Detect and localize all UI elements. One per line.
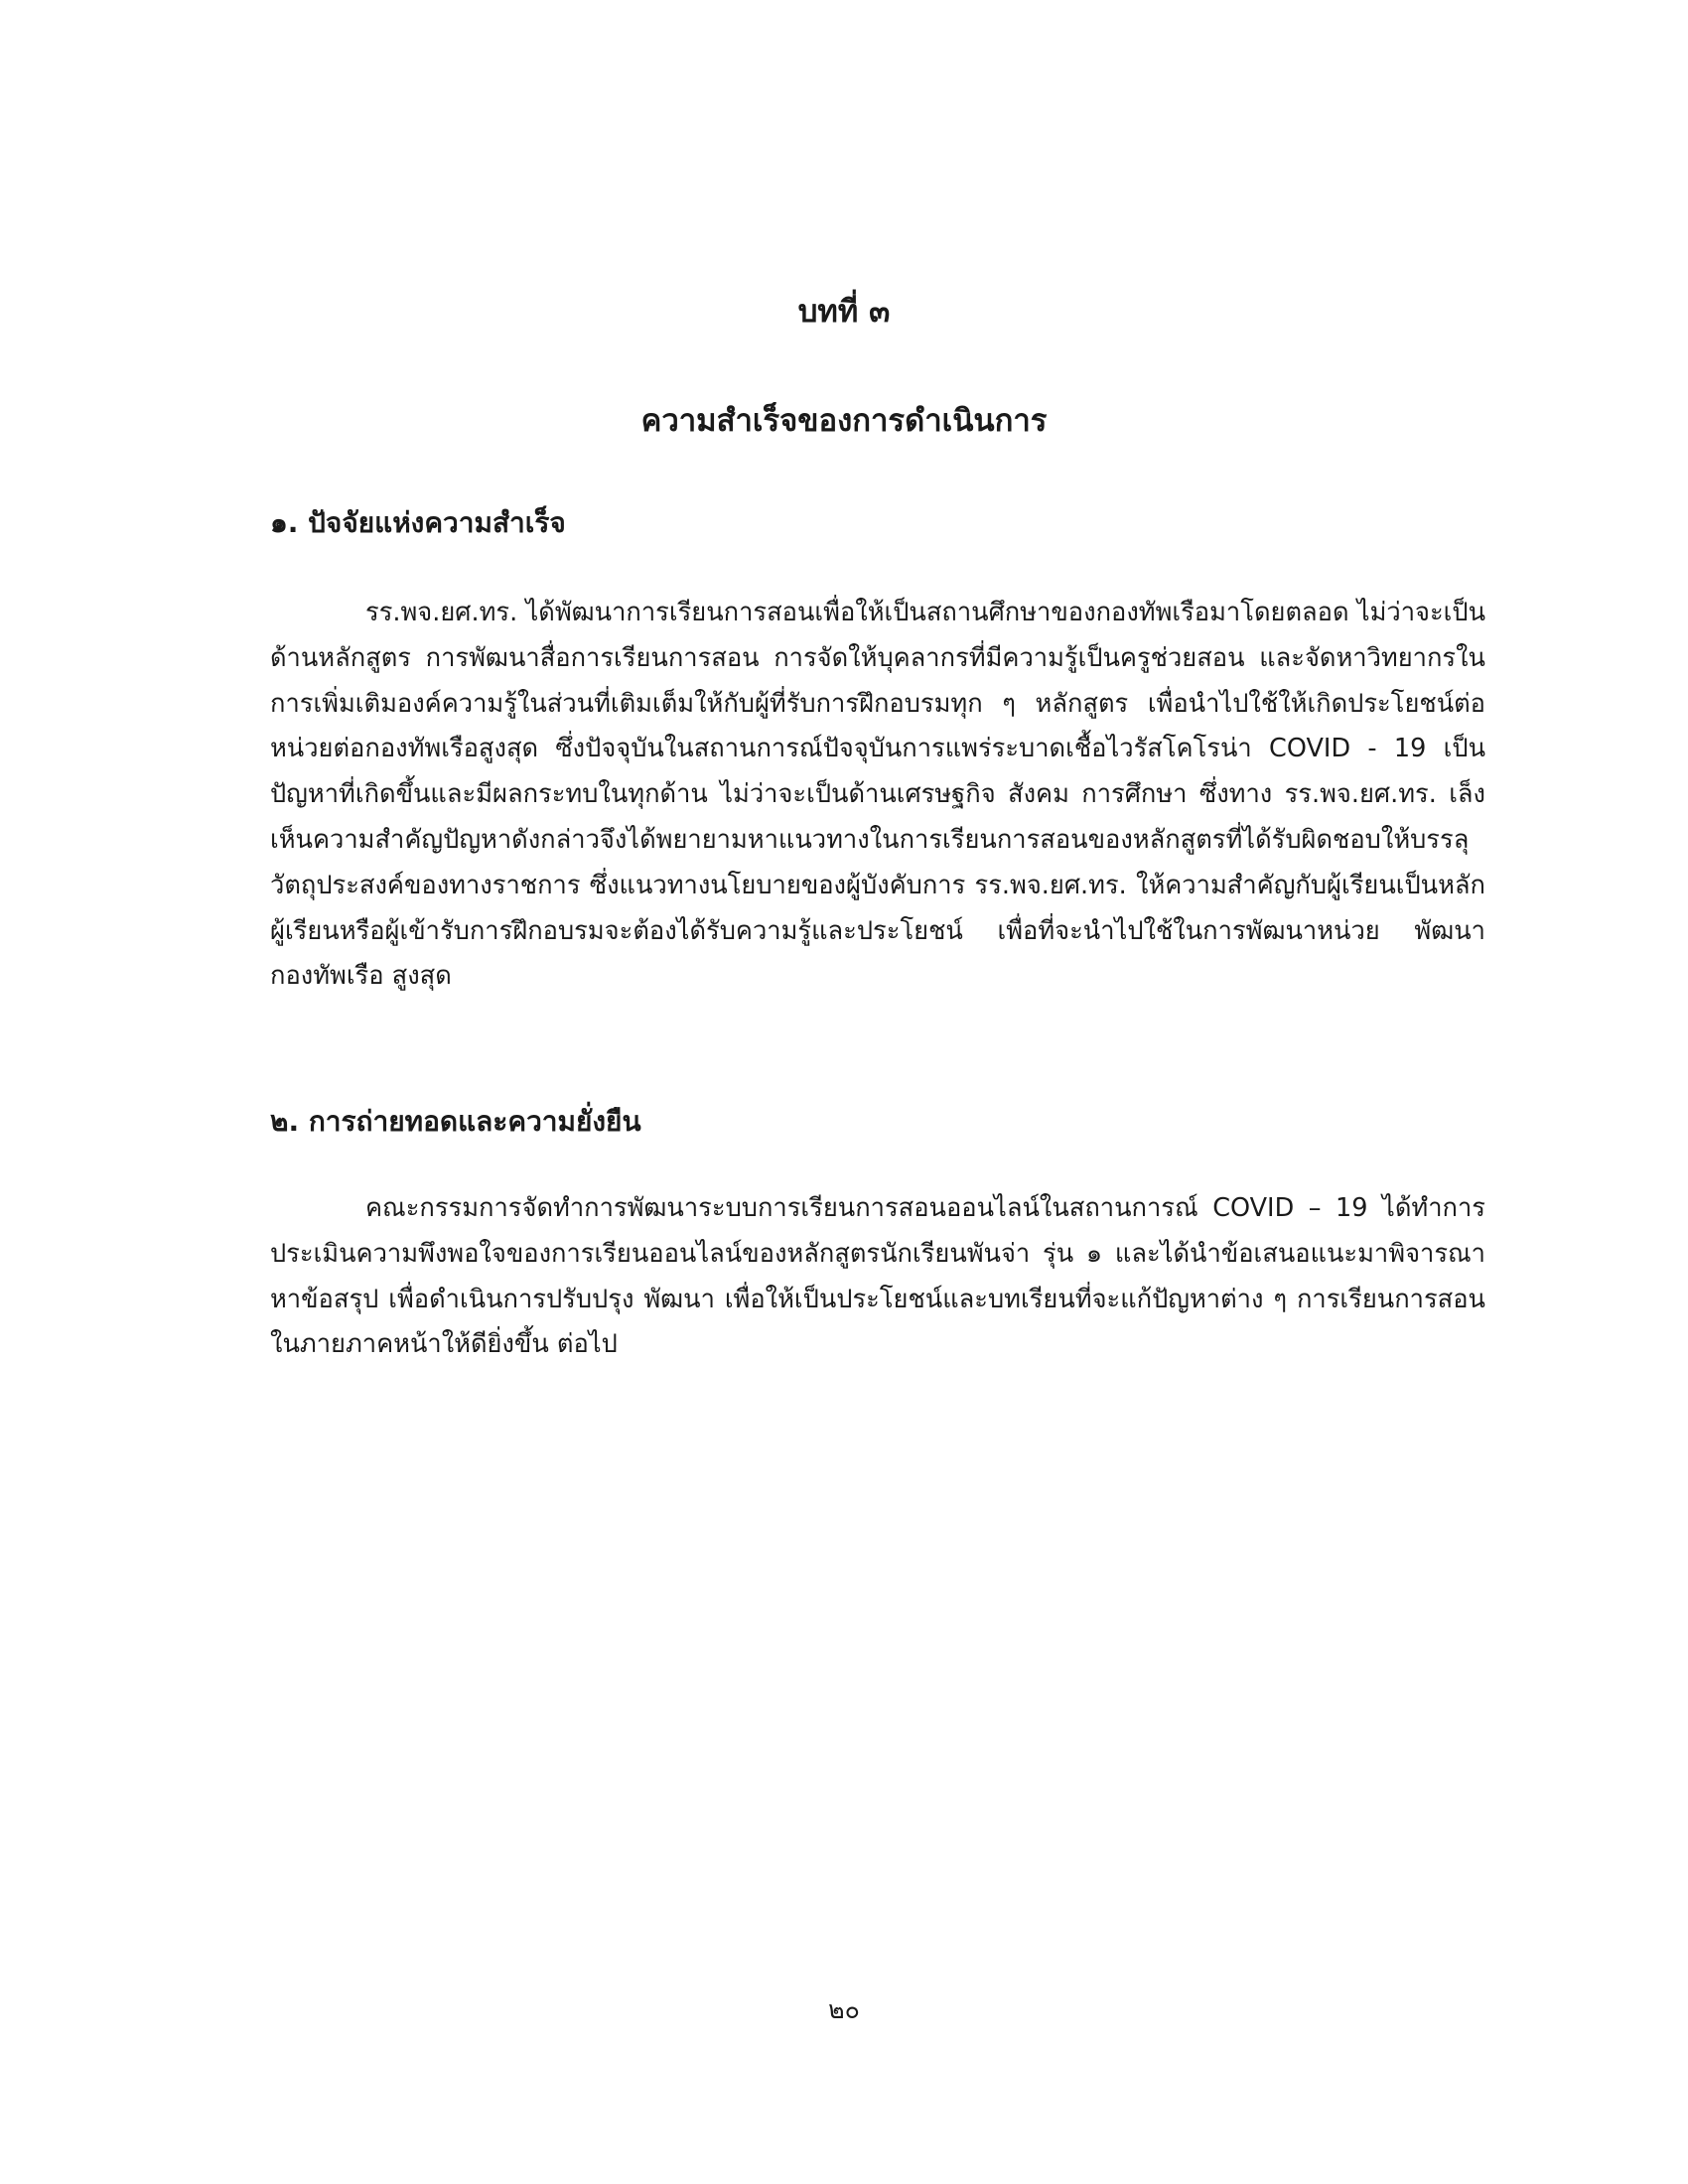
chapter-number: บทที่ ๓: [797, 294, 891, 330]
chapter-title: ความสำเร็จของการดำเนินการ: [640, 403, 1048, 439]
section-paragraph-transfer-sustainability: คณะกรรมการจัดทำการพัฒนาระบบการเรียนการสอนออนไลน์ในสถานการณ์ COVID – 19 ได้ทำการประเมินความพึงพอใจของการเรียนออนไลน์ของหลักสูตรนักเรียนพันจ่า รุ่น ๑ และได้นำข้อเสนอแนะมาพิจารณาหาข้อสรุป เพื่อดำเนินการปรับปรุง พัฒนา เพื่อให้เป็นประโยชน์และบทเรียนที่จะแก้ปัญหาต่าง ๆ การเรียนการสอนในภายภาคหน้าให้ดียิ่งขึ้น ต่อไป: [270, 1193, 1485, 1360]
section-heading-transfer-sustainability: ๒. การถ่ายทอดและความยั่งยืน: [270, 1105, 641, 1138]
section-paragraph-success-factors: รร.พจ.ยศ.ทร. ได้พัฒนาการเรียนการสอนเพื่อให้เป็นสถานศึกษาของกองทัพเรือมาโดยตลอด ไม่ว่าจะเป็นด้านหลักสูตร การพัฒนาสื่อการเรียนการสอน การจัดให้บุคลากรที่มีความรู้เป็นครูช่วยสอน และจัดหาวิทยากรในการเพิ่มเติมองค์ความรู้ในส่วนที่เติมเต็มให้กับผู้ที่รับการฝึกอบรมทุก ๆ หลักสูตร เพื่อนำไปใช้ให้เกิดประโยชน์ต่อหน่วยต่อกองทัพเรือสูงสุด ซึ่งปัจจุบันในสถานการณ์ปัจจุบันการแพร่ระบาดเชื้อไวรัสโคโรน่า COVID - 19 เป็นปัญหาที่เกิดขึ้นและมีผลกระทบในทุกด้าน ไม่ว่าจะเป็นด้านเศรษฐกิจ สังคม การศึกษา ซึ่งทาง รร.พจ.ยศ.ทร. เล็งเห็นความสำคัญปัญหาดังกล่าวจึงได้พยายามหาแนวทางในการเรียนการสอนของหลักสูตรที่ได้รับผิดชอบให้บรรลุวัตถุประสงค์ของทางราชการ ซึ่งแนวทางนโยบายของผู้บังคับการ รร.พจ.ยศ.ทร. ให้ความสำคัญกับผู้เรียนเป็นหลัก ผู้เรียนหรือผู้เข้ารับการฝึกอบรมจะต้องได้รับความรู้และประโยชน์ เพื่อที่จะนำไปใช้ในการพัฒนาหน่วย พัฒนากองทัพเรือ สูงสุด: [270, 598, 1485, 992]
section-heading-success-factors: ๑. ปัจจัยแห่งความสำเร็จ: [270, 506, 566, 539]
page-number: ๒๐: [828, 1995, 860, 2024]
